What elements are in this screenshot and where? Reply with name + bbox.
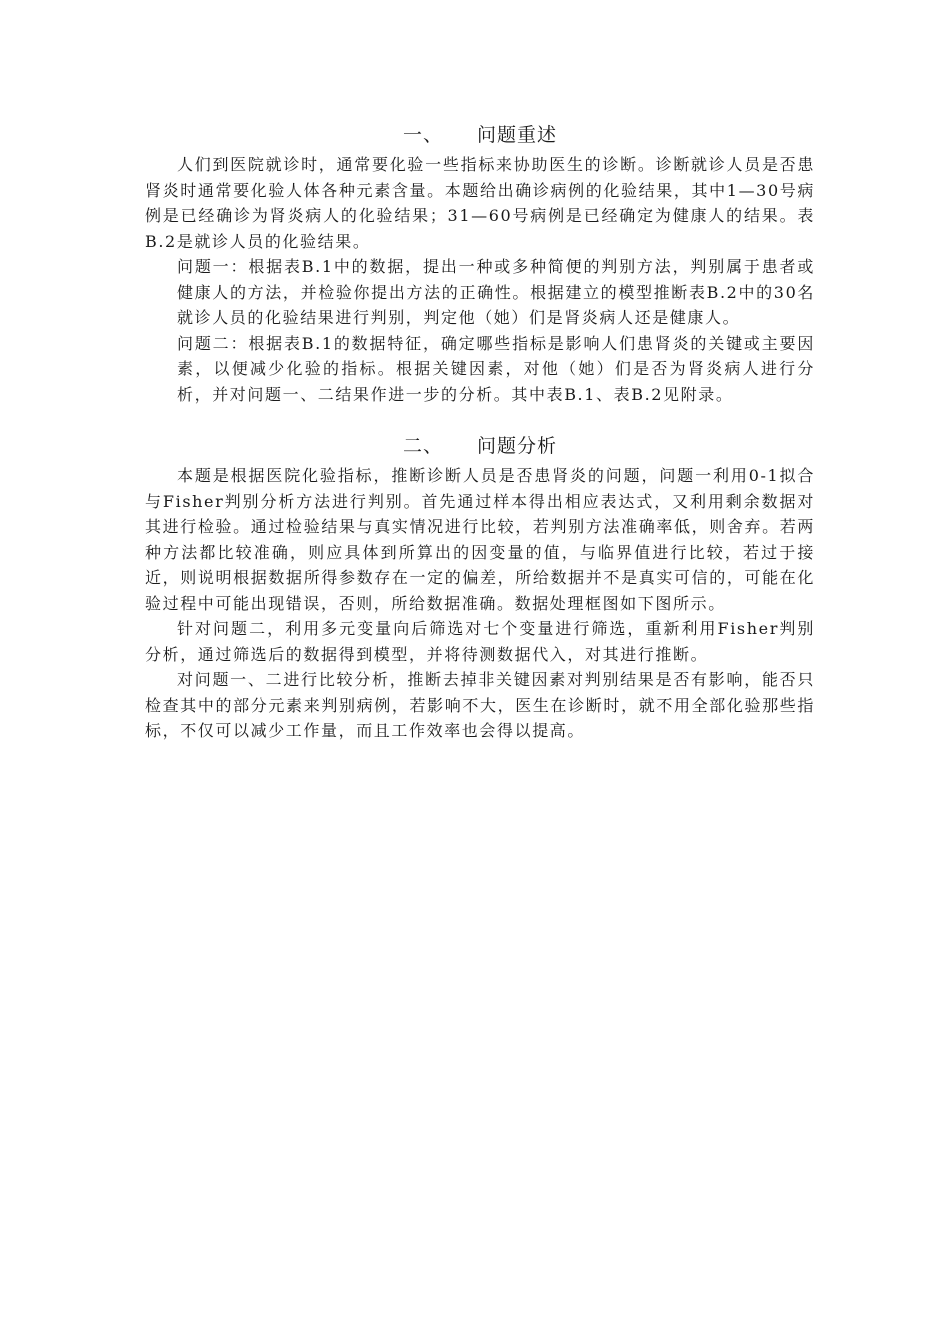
- restatement-intro-paragraph: 人们到医院就诊时，通常要化验一些指标来协助医生的诊断。诊断就诊人员是否患肾炎时通常要化验人体各种元素含量。本题给出确诊病例的化验结果，其中1—30号病例是已经确诊为肾炎病人的化验结果；31—60号病例是已经确定为健康人的结果。表B.2是就诊人员的化验结果。: [145, 155, 815, 251]
- section-title: 问题重述: [477, 124, 558, 146]
- section-spacer: [145, 407, 815, 429]
- section-number: 二、: [402, 435, 443, 457]
- analysis-paragraph-2: 针对问题二，利用多元变量向后筛选对七个变量进行筛选，重新利用Fisher判别分析，通过筛选后的数据得到模型，并将待测数据代入，对其进行推断。: [145, 619, 815, 664]
- question-one-paragraph: 问题一：根据表B.1中的数据，提出一种或多种简便的判别方法，判别属于患者或健康人的方法，并检验你提出方法的正确性。根据建立的模型推断表B.2中的30名就诊人员的化验结果进行判别，判定他（她）们是肾炎病人还是健康人。: [177, 257, 815, 327]
- section-number: 一、: [402, 124, 443, 146]
- section-heading-analysis: [145, 429, 815, 463]
- document-page: [145, 118, 815, 744]
- section-title: 问题分析: [477, 435, 558, 457]
- section-heading-restatement: [145, 118, 815, 152]
- analysis-paragraph-3: 对问题一、二进行比较分析，推断去掉非关键因素对判别结果是否有影响，能否只检查其中的部分元素来判别病例，若影响不大，医生在诊断时，就不用全部化验那些指标，不仅可以减少工作量，而且工作效率也会得以提高。: [145, 670, 815, 740]
- analysis-paragraph-1: 本题是根据医院化验指标，推断诊断人员是否患肾炎的问题，问题一利用0-1拟合与Fisher判别分析方法进行判别。首先通过样本得出相应表达式，又利用剩余数据对其进行检验。通过检验结果与真实情况进行比较，若判别方法准确率低，则舍弃。若两种方法都比较准确，则应具体到所算出的因变量的值，与临界值进行比较，若过于接近，则说明根据数据所得参数存在一定的偏差，所给数据并不是真实可信的，可能在化验过程中可能出现错误，否则，所给数据准确。数据处理框图如下图所示。: [145, 466, 815, 613]
- question-two-paragraph: 问题二：根据表B.1的数据特征，确定哪些指标是影响人们患肾炎的关键或主要因素，以便减少化验的指标。根据关键因素，对他（她）们是否为肾炎病人进行分析，并对问题一、二结果作进一步的分析。其中表B.1、表B.2见附录。: [177, 333, 815, 404]
